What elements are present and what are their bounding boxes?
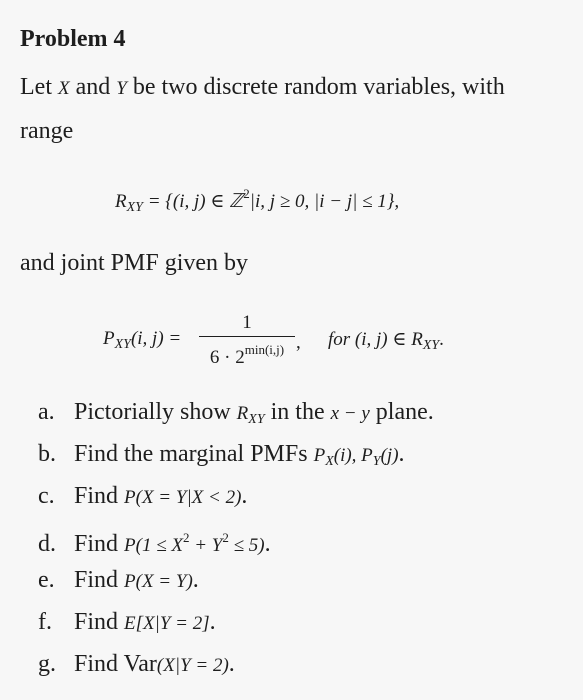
item-letter: d. bbox=[38, 531, 56, 557]
question-item-c bbox=[38, 476, 247, 516]
item-end: . bbox=[241, 483, 248, 509]
item-letter: g. bbox=[38, 651, 56, 677]
range-rhs: = {(i, j) ∈ ℤ bbox=[142, 191, 244, 212]
item-math-2-end: (j) bbox=[380, 445, 399, 466]
item-text: Find the marginal PMFs bbox=[74, 441, 314, 467]
item-end: . bbox=[228, 651, 235, 677]
item-end: . bbox=[398, 441, 405, 467]
pmf-lhs bbox=[103, 328, 181, 353]
fraction-bar bbox=[199, 336, 295, 337]
item-text: Find bbox=[74, 531, 125, 557]
var-x: X bbox=[57, 78, 70, 99]
question-item-f bbox=[38, 602, 216, 642]
question-item-e bbox=[38, 560, 199, 600]
question-item-d bbox=[38, 518, 271, 558]
item-letter: a. bbox=[38, 399, 55, 425]
problem-title: Problem 4 bbox=[20, 26, 126, 52]
condition-text: for (i, j) ∈ bbox=[328, 329, 412, 350]
pmf-args: (i, j) = bbox=[130, 328, 182, 349]
range-symbol: R bbox=[115, 191, 127, 212]
item-math-mid: + Y bbox=[189, 535, 223, 556]
range-subscript: XY bbox=[126, 200, 143, 215]
denominator-exponent: min(i,j) bbox=[244, 342, 285, 357]
item-math: P(1 ≤ X bbox=[124, 535, 183, 556]
item-letter: f. bbox=[38, 609, 52, 635]
question-item-g bbox=[38, 644, 235, 684]
pmf-subscript: XY bbox=[114, 337, 131, 352]
item-end: plane. bbox=[369, 399, 434, 425]
range-superscript: 2 bbox=[243, 186, 250, 201]
item-math-sub: X bbox=[325, 454, 334, 469]
question-item-a bbox=[38, 392, 434, 432]
denominator-base: 6 · 2 bbox=[209, 347, 245, 368]
item-sup-2: 2 bbox=[222, 530, 229, 545]
item-math-sub: XY bbox=[248, 412, 265, 427]
pmf-condition bbox=[328, 328, 444, 354]
item-letter: c. bbox=[38, 483, 55, 509]
item-text: Find bbox=[74, 483, 125, 509]
item-math-2: x − y bbox=[330, 403, 370, 424]
condition-subscript: XY bbox=[422, 338, 440, 353]
item-math: P bbox=[313, 445, 326, 466]
pmf-intro: and joint PMF given by bbox=[20, 250, 249, 276]
condition-end: . bbox=[439, 329, 444, 350]
item-text-after: in the bbox=[264, 399, 331, 425]
item-letter: b. bbox=[38, 441, 56, 467]
item-text: Pictorially show bbox=[74, 399, 237, 425]
item-math: R bbox=[236, 403, 249, 424]
item-sup-1: 2 bbox=[182, 530, 190, 545]
range-rhs-end: |i, j ≥ 0, |i − j| ≤ 1}, bbox=[249, 191, 400, 212]
pmf-denominator bbox=[199, 339, 295, 369]
intro-paragraph bbox=[20, 66, 560, 152]
item-text: Find Var bbox=[74, 651, 157, 677]
intro-text: and bbox=[69, 74, 117, 100]
item-end: . bbox=[192, 567, 199, 593]
item-math-end: ≤ 5) bbox=[228, 535, 265, 556]
item-math-2-sub: Y bbox=[372, 454, 381, 469]
item-text: Find bbox=[74, 567, 125, 593]
pmf-numerator: 1 bbox=[242, 312, 252, 333]
var-y: Y bbox=[116, 78, 127, 99]
condition-symbol: R bbox=[411, 329, 423, 350]
item-end: . bbox=[264, 531, 271, 557]
item-end: . bbox=[209, 609, 216, 635]
item-math-2: (i), P bbox=[333, 445, 373, 466]
intro-text: be two discrete random variables, with range bbox=[20, 74, 505, 144]
intro-text: Let bbox=[20, 74, 58, 100]
item-math: E[X|Y = 2] bbox=[124, 613, 210, 634]
item-math: (X|Y = 2) bbox=[156, 655, 229, 676]
item-letter: e. bbox=[38, 567, 55, 593]
pmf-comma: , bbox=[296, 332, 301, 353]
item-text: Find bbox=[74, 609, 125, 635]
item-math: P(X = Y|X < 2) bbox=[124, 487, 242, 508]
pmf-fraction bbox=[199, 312, 295, 369]
question-item-b bbox=[38, 434, 405, 474]
item-math: P(X = Y) bbox=[124, 571, 193, 592]
range-definition bbox=[115, 186, 399, 216]
pmf-symbol: P bbox=[103, 328, 115, 349]
